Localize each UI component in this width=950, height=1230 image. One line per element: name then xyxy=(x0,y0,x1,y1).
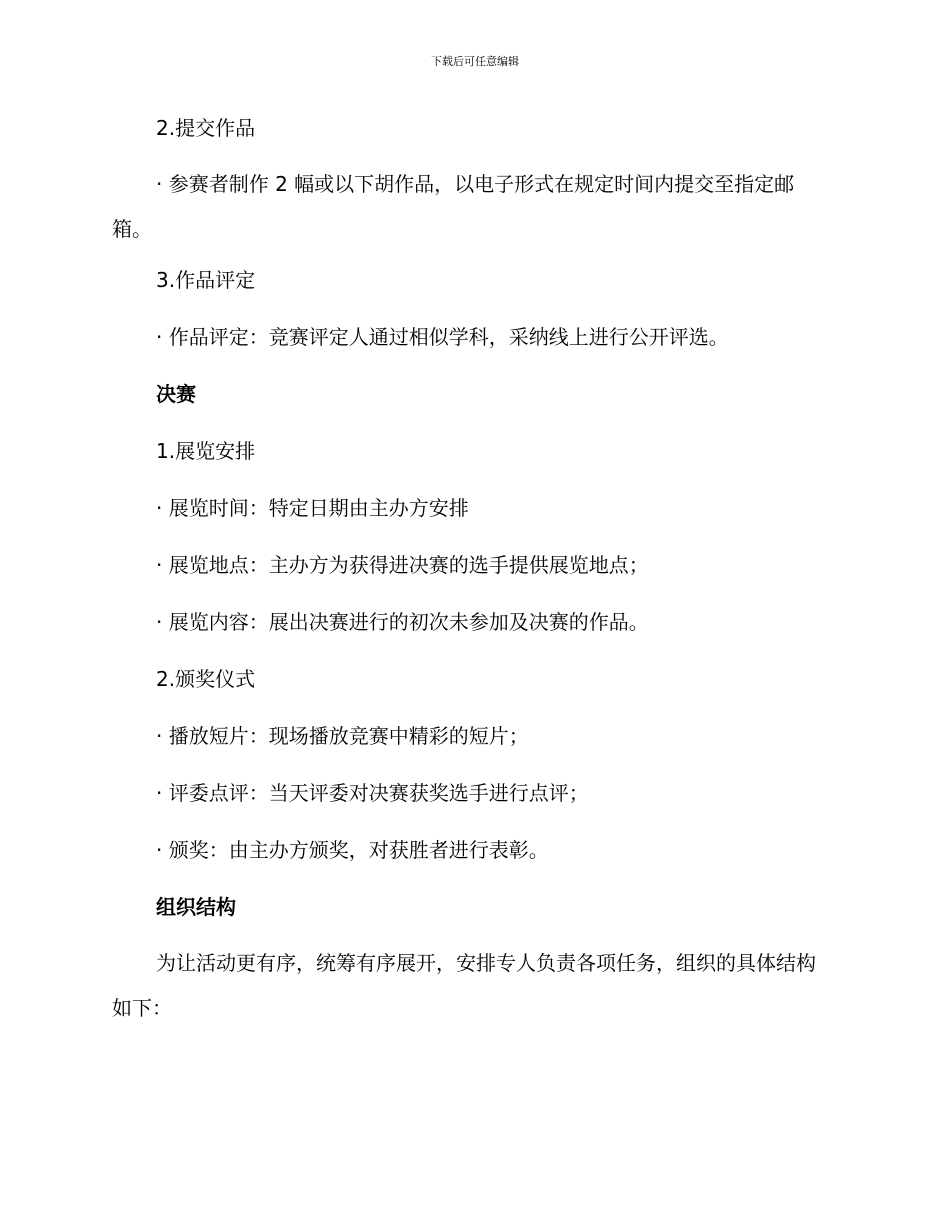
section-heading-award: 2.颁奖仪式 xyxy=(156,667,256,691)
award-item-film: · 播放短片：现场播放竞赛中精彩的短片； xyxy=(156,724,529,748)
org-paragraph: 为让活动更有序，统筹有序展开，安排专人负责各项任务，组织的具体结构如下： xyxy=(112,951,816,1020)
exhibit-item-place: · 展览地点：主办方为获得进决赛的选手提供展览地点； xyxy=(156,553,649,577)
final-heading: 决赛 xyxy=(156,382,196,406)
section-heading-evaluate: 3.作品评定 xyxy=(156,268,256,292)
award-item-review: · 评委点评：当天评委对决赛获奖选手进行点评； xyxy=(156,781,589,805)
page-header: 下载后可任意编辑 xyxy=(431,55,519,68)
evaluate-item: · 作品评定：竞赛评定人通过相似学科，采纳线上进行公开评选。 xyxy=(156,325,729,349)
exhibit-item-time: · 展览时间：特定日期由主办方安排 xyxy=(156,496,469,520)
section-heading-submit: 2.提交作品 xyxy=(156,116,256,140)
award-item-prize: · 颁奖：由主办方颁奖，对获胜者进行表彰。 xyxy=(156,838,549,862)
org-heading: 组织结构 xyxy=(156,895,236,919)
section-heading-exhibit: 1.展览安排 xyxy=(156,439,256,463)
submit-item: · 参赛者制作 2 幅或以下胡作品，以电子形式在规定时间内提交至指定邮箱。 xyxy=(112,172,795,241)
exhibit-item-content: · 展览内容：展出决赛进行的初次未参加及决赛的作品。 xyxy=(156,610,649,634)
document-body xyxy=(112,114,832,1045)
